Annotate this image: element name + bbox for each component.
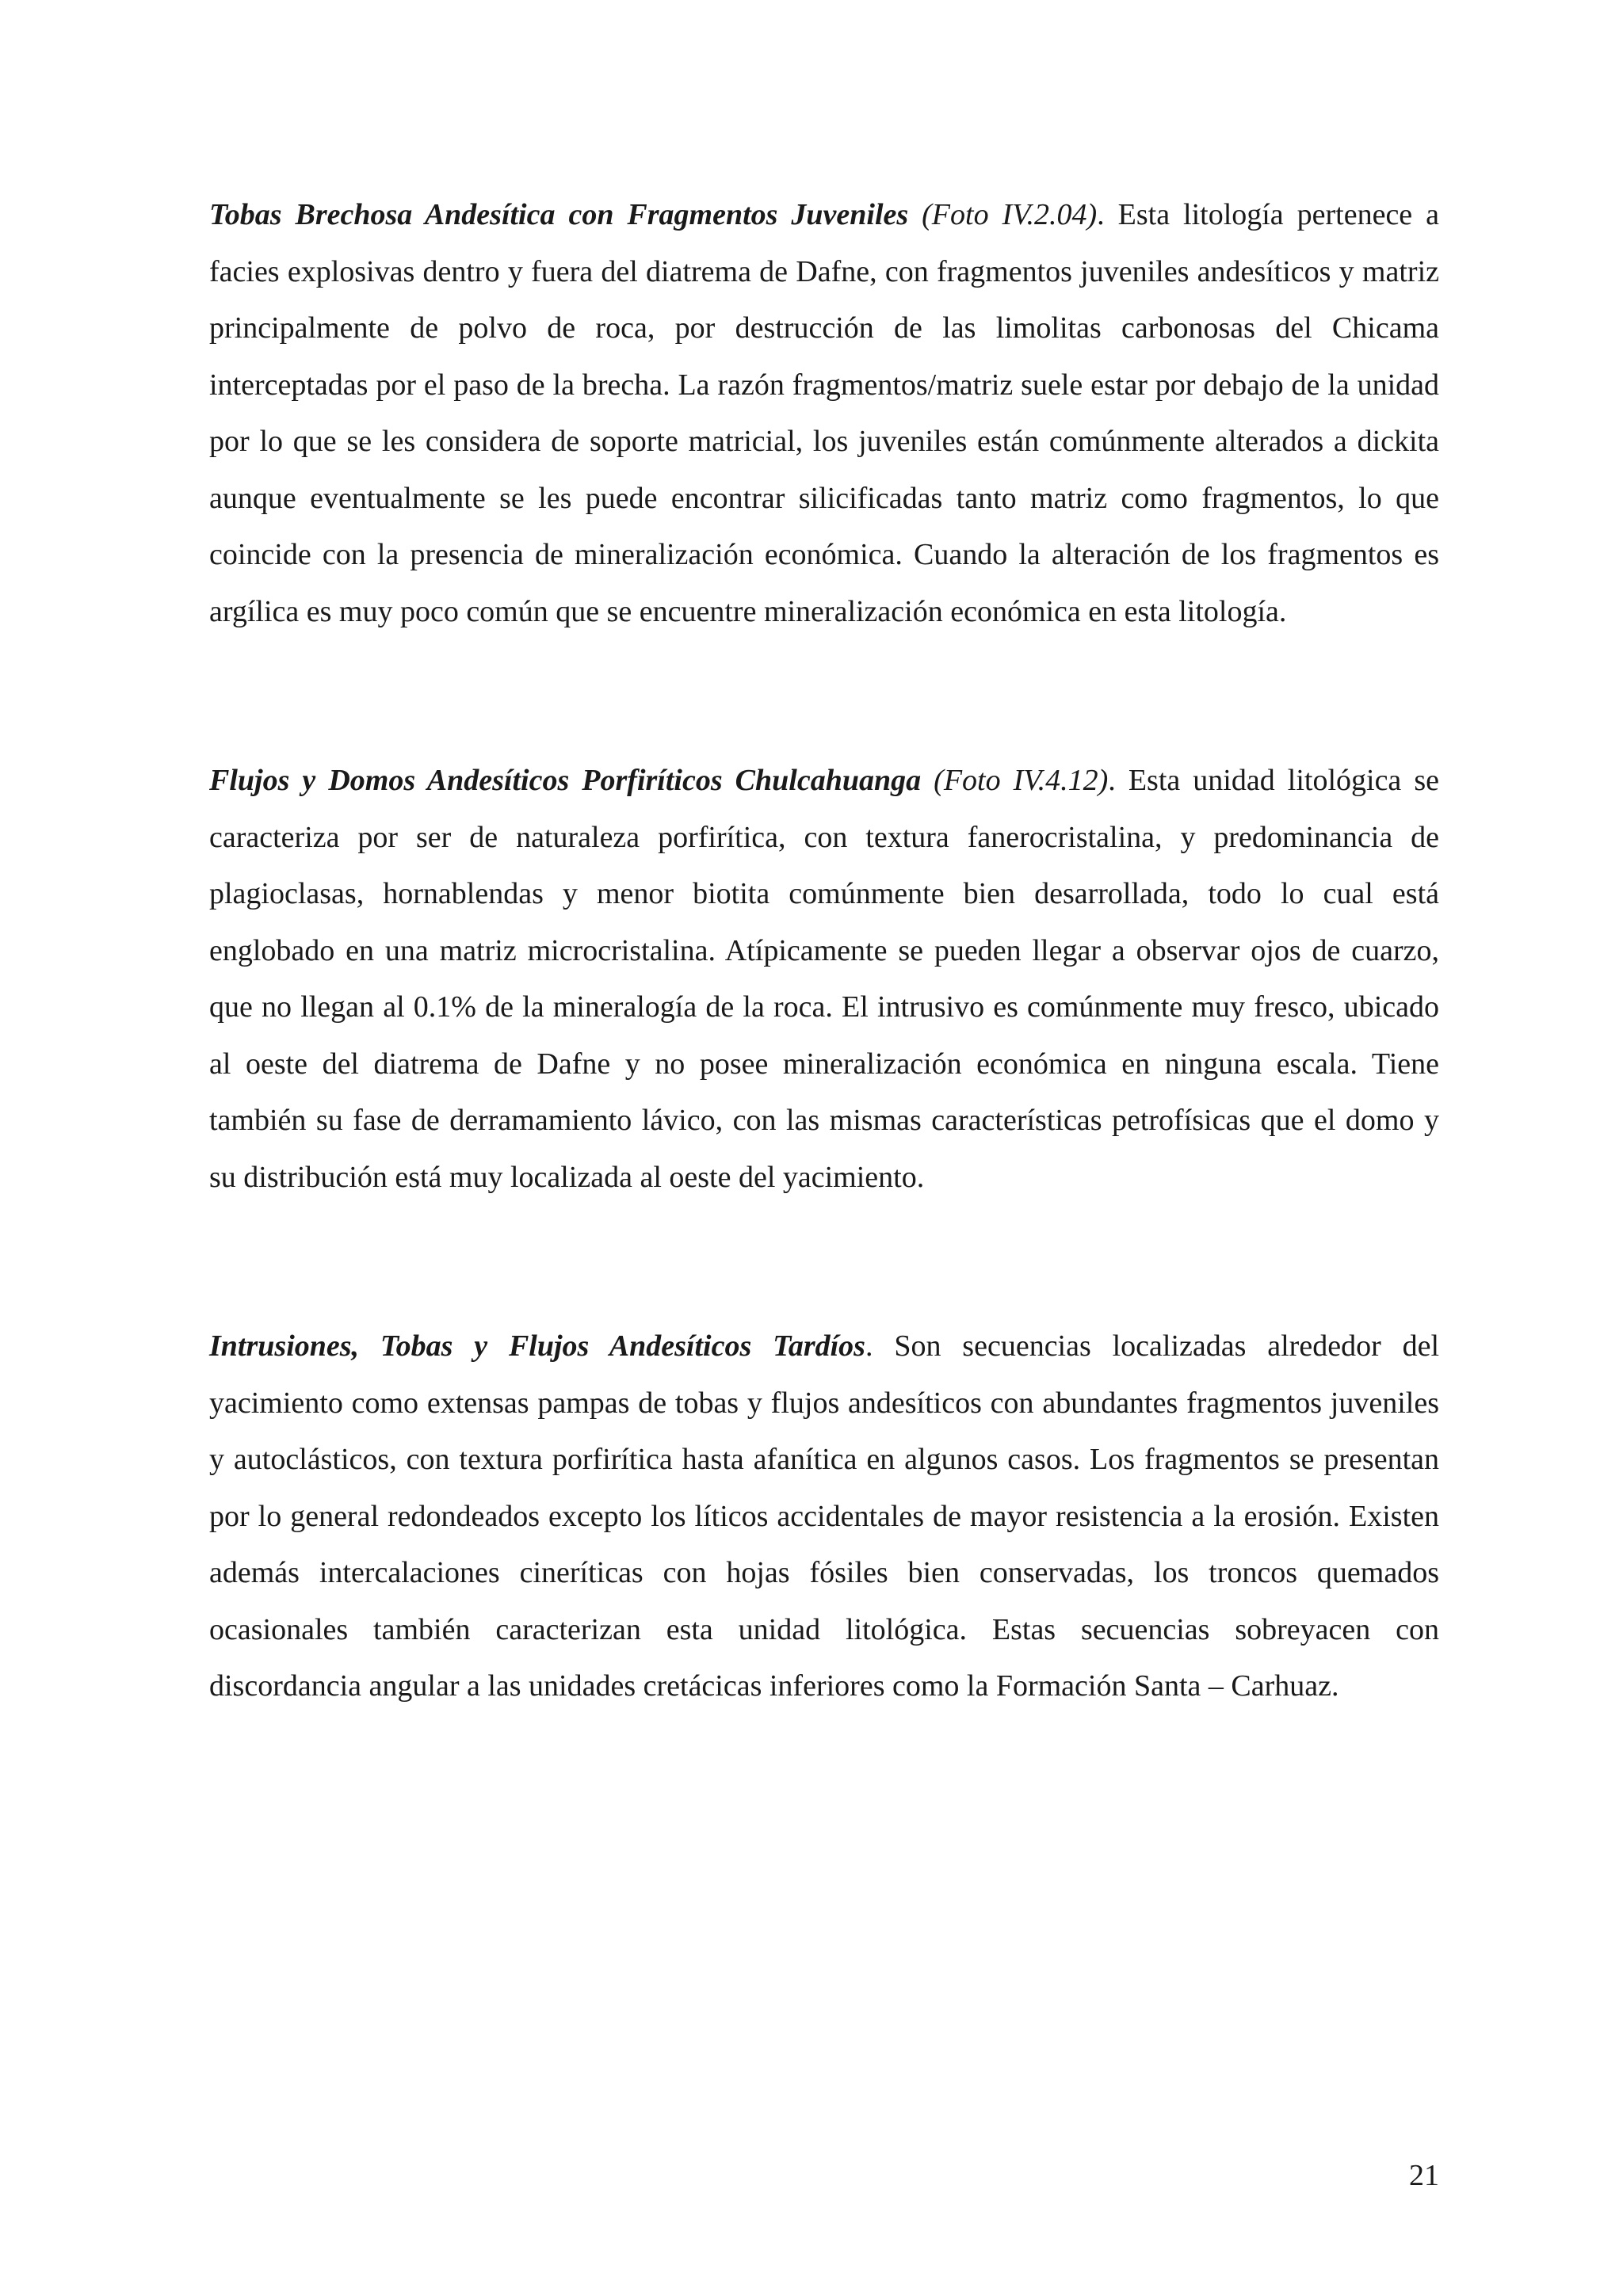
paragraph-term: Tobas Brechosa Andesítica con Fragmentos Juveniles bbox=[209, 198, 909, 231]
photo-reference: (Foto IV.2.04) bbox=[922, 198, 1098, 231]
paragraph-body: . Son secuencias localizadas alrededor del yacimiento como extensas pampas de tobas y flujos andesíticos con abundantes fragmentos juveniles y autoclásticos, con textura porfirítica hasta afanítica en algunos casos. Los fragmentos se presentan por lo general redondeados excepto los líticos accidentales de mayor resistencia a la erosión. Existen además intercalaciones cineríticas con hojas fósiles bien conservadas, los troncos quemados ocasionales también caracterizan esta unidad litológica. Estas secuencias sobreyacen con discordancia angular a las unidades cretácicas inferiores como la Formación Santa – Carhuaz. bbox=[209, 1329, 1439, 1703]
paragraph-flujos-domos bbox=[209, 753, 1439, 1206]
page-number: 21 bbox=[1409, 2159, 1439, 2192]
paragraph-term: Flujos y Domos Andesíticos Porfiríticos Chulcahuanga bbox=[209, 764, 922, 797]
paragraph-tobas-brechosa bbox=[209, 187, 1439, 640]
paragraph-body: . Esta litología pertenece a facies explosivas dentro y fuera del diatrema de Dafne, con fragmentos juveniles andesíticos y matriz principalmente de polvo de roca, por destrucción de las limolitas carbonosas del Chicama interceptadas por el paso de la brecha. La razón fragmentos/matriz suele estar por debajo de la unidad por lo que se les considera de soporte matricial, los juveniles están comúnmente alterados a dickita aunque eventualmente se les puede encontrar silicificadas tanto matriz como fragmentos, lo que coincide con la presencia de mineralización económica. Cuando la alteración de los fragmentos es argílica es muy poco común que se encuentre mineralización económica en esta litología. bbox=[209, 198, 1440, 628]
photo-reference: (Foto IV.4.12) bbox=[934, 764, 1109, 797]
paragraph-intrusiones bbox=[209, 1318, 1439, 1715]
paragraph-body: . Esta unidad litológica se caracteriza por ser de naturaleza porfirítica, con textura fanerocristalina, y predominancia de plagioclasas, hornablendas y menor biotita comúnmente bien desarrollada, todo lo cual está englobado en una matriz microcristalina. Atípicamente se pueden llegar a observar ojos de cuarzo, que no llegan al 0.1% de la mineralogía de la roca. El intrusivo es comúnmente muy fresco, ubicado al oeste del diatrema de Dafne y no posee mineralización económica en ninguna escala. Tiene también su fase de derramamiento lávico, con las mismas características petrofísicas que el domo y su distribución está muy localizada al oeste del yacimiento. bbox=[209, 764, 1440, 1194]
paragraph-term: Intrusiones, Tobas y Flujos Andesíticos Tardíos bbox=[209, 1329, 865, 1363]
